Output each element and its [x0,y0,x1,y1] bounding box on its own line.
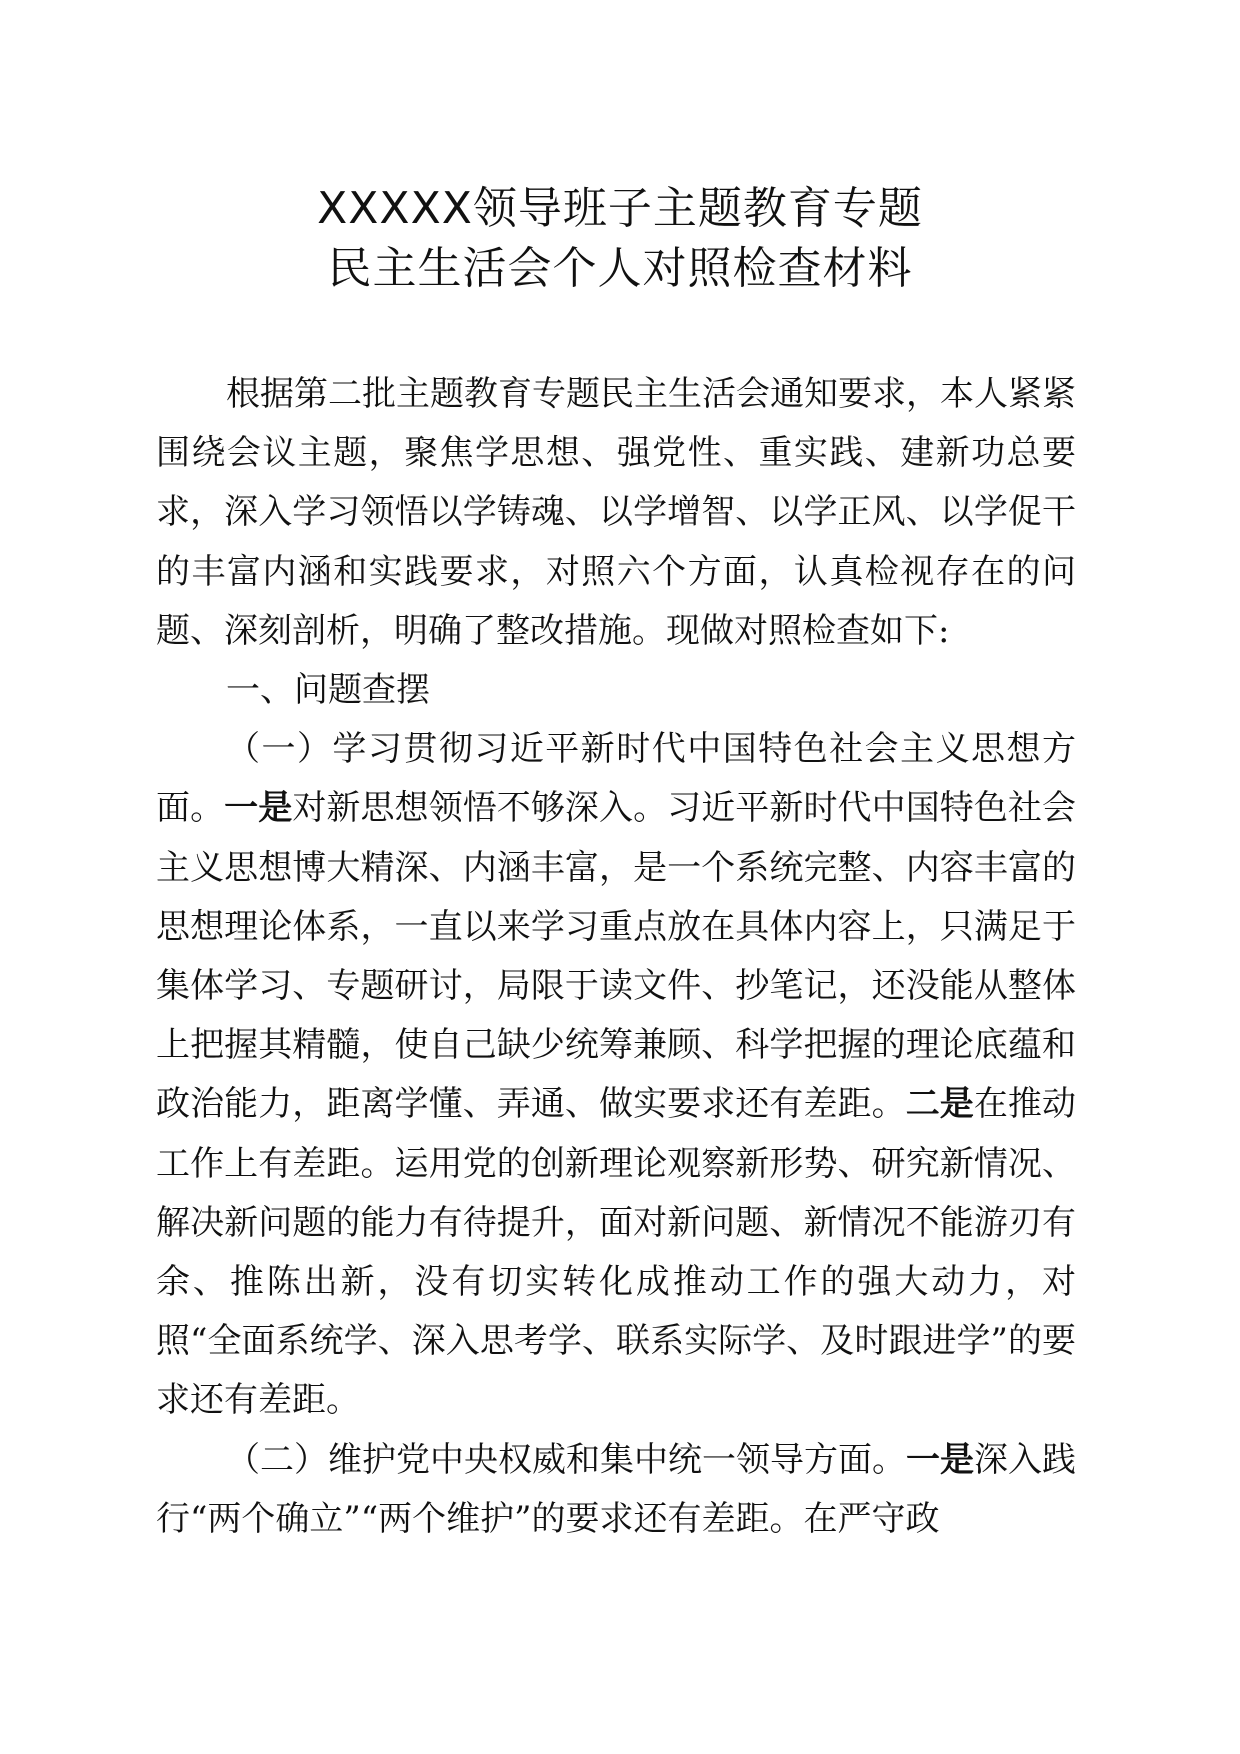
document-title-line-1: XXXXX领导班子主题教育专题 [317,183,923,234]
document-title-line-2: 民主生活会个人对照检查材料 [327,243,913,294]
item-1-paragraph [156,720,1076,1430]
item-2-paragraph [156,1431,1076,1549]
section-heading-problems: 一、问题查摆 [226,670,430,711]
item-1-lead: （一）学习贯彻习近平新时代中国特色社会主义思想方面。 [156,729,1076,829]
item-1-point-1-label: 一是 [224,788,293,829]
item-2-lead: （二）维护党中央权威和集中统一领导方面。 [226,1439,906,1480]
item-1-point-2-label: 二是 [905,1084,974,1125]
item-1-point-2-text: 在推动工作上有差距。运用党的创新理论观察新形势、研究新情况、解决新问题的能力有待提升，面对新问题、新情况不能游刃有余、推陈出新，没有切实转化成推动工作的强大动力，对照“全面系统学、深入思考学、联系实际学、及时跟进学”的要求还有差距。 [156,1084,1077,1421]
item-2-point-1-label: 一是 [906,1439,974,1480]
intro-paragraph: 根据第二批主题教育专题民主生活会通知要求，本人紧紧围绕会议主题，聚焦学思想、强党性、重实践、建新功总要求，深入学习领悟以学铸魂、以学增智、以学正风、以学促干的丰富内涵和实践要求，对照六个方面，认真检视存在的问题、深刻剖析，明确了整改措施。现做对照检查如下: [156,374,1076,651]
document-body [156,365,1076,1549]
item-1-point-1-text: 对新思想领悟不够深入。习近平新时代中国特色社会主义思想博大精深、内涵丰富，是一个系统完整、内容丰富的思想理论体系，一直以来学习重点放在具体内容上，只满足于集体学习、专题研讨，局限于读文件、抄笔记，还没能从整体上把握其精髓，使自己缺少统筹兼顾、科学把握的理论底蕴和政治能力，距离学懂、弄通、做实要求还有差距。 [156,788,1077,1125]
item-2-point-1-text: 深入践行“两个确立”“两个维护”的要求还有差距。在严守政 [156,1439,1076,1539]
